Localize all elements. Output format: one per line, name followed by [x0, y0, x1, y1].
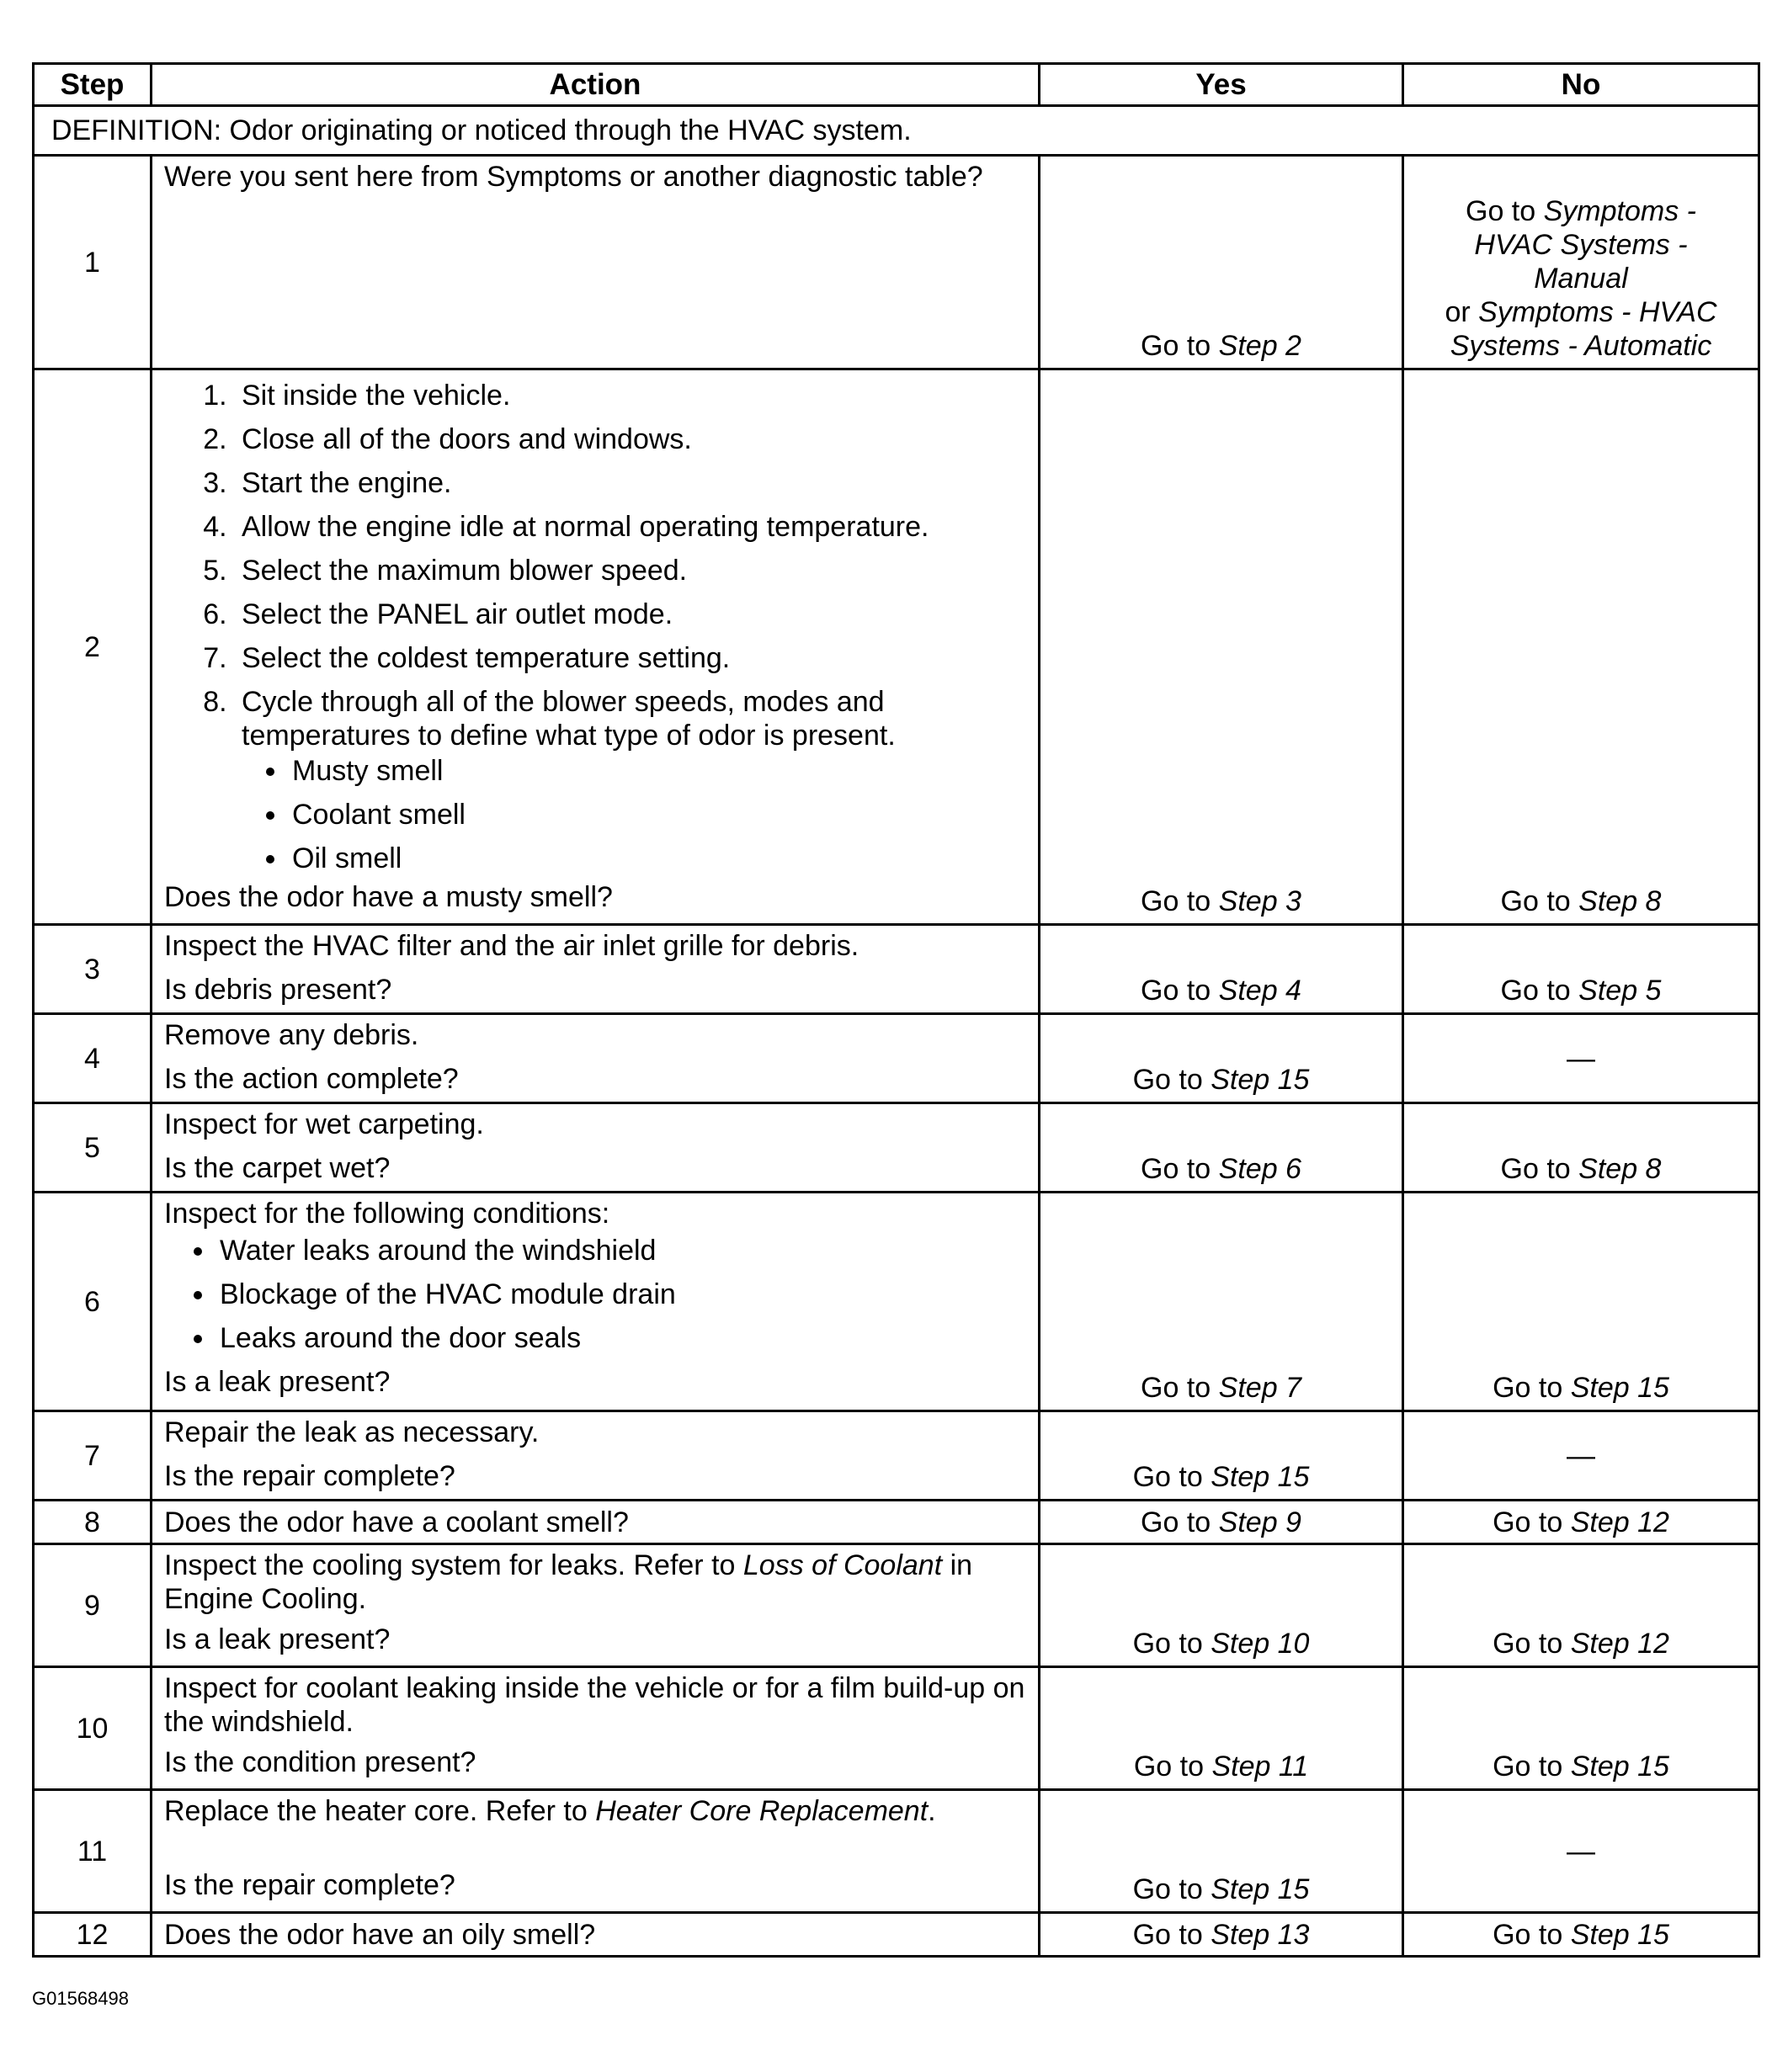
action-cell: [152, 369, 1040, 925]
go-to-label: Go to: [1466, 195, 1536, 227]
action-text: [164, 1549, 1026, 1616]
go-to-label: Go to: [1500, 885, 1571, 917]
go-to-label: Go to: [1141, 1372, 1211, 1404]
no-cell: [1403, 1667, 1759, 1790]
header-action: Action: [152, 64, 1040, 106]
no-cell-dash: —: [1403, 1411, 1759, 1501]
list-item: [235, 685, 1026, 875]
yes-step-link[interactable]: Step 7: [1218, 1372, 1301, 1404]
no-cell: [1403, 1913, 1759, 1957]
yes-cell: [1040, 1014, 1403, 1103]
no-step-link[interactable]: Step 8: [1578, 885, 1662, 917]
yes-step-link[interactable]: Step 13: [1211, 1918, 1310, 1951]
go-to-label: Go to: [1493, 1751, 1563, 1782]
no-cell-dash: —: [1403, 1790, 1759, 1913]
bullet-item: • Blockage of the HVAC module drain: [216, 1278, 1026, 1311]
header-step: Step: [34, 64, 152, 106]
action-list: [164, 379, 1026, 875]
no-step-link[interactable]: Step 15: [1570, 1918, 1669, 1951]
action-text: Inspect for wet carpeting.: [164, 1108, 484, 1140]
go-to-label: Go to: [1493, 1918, 1563, 1951]
action-text: Repair the leak as necessary.: [164, 1416, 540, 1448]
question-text: Is the repair complete?: [164, 1869, 455, 1901]
yes-step-link[interactable]: Step 15: [1211, 1064, 1310, 1096]
step-number: 9: [34, 1544, 152, 1667]
no-cell: [1403, 925, 1759, 1014]
action-text-pre: Replace the heater core. Refer to: [164, 1795, 588, 1827]
bullet-item: • Leaks around the door seals: [216, 1321, 1026, 1355]
table-row: [34, 369, 1759, 925]
question-text: Is a leak present?: [164, 1366, 391, 1398]
list-item: 3. Start the engine.: [235, 466, 1026, 500]
table-row: [34, 1501, 1759, 1544]
question-text: Is the repair complete?: [164, 1460, 455, 1492]
question-text: Is the condition present?: [164, 1746, 476, 1778]
action-cell: [152, 1913, 1040, 1957]
go-to-label: Go to: [1141, 975, 1211, 1007]
yes-cell: [1040, 1667, 1403, 1790]
question-text: Is debris present?: [164, 974, 392, 1006]
yes-cell: [1040, 1411, 1403, 1501]
yes-cell: [1040, 1193, 1403, 1411]
action-text-post: in Engine Cooling.: [164, 1549, 973, 1615]
header-no: No: [1403, 64, 1759, 106]
figure-id: G01568498: [32, 1988, 129, 2009]
table-row: [34, 1103, 1759, 1193]
no-step-link[interactable]: Step 15: [1570, 1372, 1669, 1404]
table-row: [34, 1790, 1759, 1913]
diagnostic-table-sheet: [32, 62, 1758, 1958]
step-number: 7: [34, 1411, 152, 1501]
no-cell: [1403, 1501, 1759, 1544]
loss-of-coolant-link[interactable]: Loss of Coolant: [742, 1549, 943, 1581]
go-to-label: Go to: [1493, 1372, 1563, 1404]
yes-cell: [1040, 1544, 1403, 1667]
step-number: 2: [34, 369, 152, 925]
no-cell: [1403, 1193, 1759, 1411]
no-ref-link[interactable]: HVAC Systems -: [1474, 229, 1688, 261]
table-row: [34, 156, 1759, 369]
go-to-label: Go to: [1132, 1628, 1203, 1660]
go-to-label: Go to: [1493, 1506, 1563, 1538]
action-text: Inspect for the following conditions:: [164, 1198, 610, 1230]
list-item: 6. Select the PANEL air outlet mode.: [235, 598, 1026, 631]
yes-step-link[interactable]: Step 11: [1211, 1751, 1309, 1782]
header-row: [34, 64, 1759, 106]
yes-step-link[interactable]: Step 2: [1218, 330, 1301, 362]
yes-cell: [1040, 1790, 1403, 1913]
table-row: [34, 1544, 1759, 1667]
yes-cell: [1040, 925, 1403, 1014]
no-step-link[interactable]: Step 8: [1578, 1153, 1662, 1185]
yes-step-link[interactable]: Step 4: [1218, 975, 1301, 1007]
yes-step-link[interactable]: Step 3: [1218, 885, 1301, 917]
diagnostic-table: [32, 62, 1760, 1958]
question-text: Does the odor have a musty smell?: [164, 881, 613, 913]
list-item: 1. Sit inside the vehicle.: [235, 379, 1026, 412]
action-text: Remove any debris.: [164, 1019, 419, 1051]
step-number: 3: [34, 925, 152, 1014]
yes-cell: [1040, 1103, 1403, 1193]
or-label: or: [1445, 296, 1471, 328]
no-step-link[interactable]: Step 5: [1578, 975, 1662, 1007]
go-to-label: Go to: [1133, 1751, 1205, 1782]
no-cell: [1403, 1544, 1759, 1667]
step-number: 12: [34, 1913, 152, 1957]
go-to-label: Go to: [1500, 1153, 1571, 1185]
go-to-label: Go to: [1141, 1506, 1211, 1538]
action-cell: [152, 156, 1040, 369]
yes-step-link[interactable]: Step 15: [1211, 1461, 1310, 1493]
step-number: 10: [34, 1667, 152, 1790]
go-to-label: Go to: [1500, 975, 1571, 1007]
go-to-label: Go to: [1141, 1153, 1211, 1185]
go-to-label: Go to: [1141, 885, 1211, 917]
yes-cell: [1040, 1501, 1403, 1544]
action-text: Inspect the HVAC filter and the air inlet grille for debris.: [164, 930, 859, 962]
no-ref-link[interactable]: Manual: [1534, 263, 1628, 295]
no-ref-link[interactable]: Systems - Automatic: [1450, 330, 1712, 362]
yes-step-link[interactable]: Step 15: [1211, 1873, 1310, 1905]
no-cell: [1403, 369, 1759, 925]
yes-step-link[interactable]: Step 10: [1211, 1628, 1310, 1660]
question-text: Is a leak present?: [164, 1623, 391, 1655]
action-text: [164, 1794, 1026, 1828]
action-cell: [152, 1103, 1040, 1193]
bullet-item: • Musty smell: [289, 754, 1026, 788]
action-cell: [152, 1501, 1040, 1544]
no-step-link[interactable]: Step 12: [1570, 1628, 1669, 1660]
list-item-text: Cycle through all of the blower speeds, modes and temperatures to define what type of odor is present.: [242, 686, 896, 752]
yes-cell: [1040, 1913, 1403, 1957]
no-ref-link[interactable]: Symptoms -: [1543, 195, 1696, 227]
step-number: 11: [34, 1790, 152, 1913]
list-item: 7. Select the coldest temperature setting.: [235, 641, 1026, 675]
list-item: 4. Allow the engine idle at normal operating temperature.: [235, 510, 1026, 544]
action-text-pre: Inspect the cooling system for leaks. Refer to: [164, 1549, 736, 1581]
bullet-item: • Water leaks around the windshield: [216, 1234, 1026, 1267]
question-text: Does the odor have a coolant smell?: [164, 1506, 629, 1538]
step-number: 1: [34, 156, 152, 369]
action-cell: [152, 1544, 1040, 1667]
go-to-label: Go to: [1132, 1064, 1203, 1096]
no-ref-link[interactable]: Symptoms - HVAC: [1478, 296, 1717, 328]
condition-bullet-list: [164, 1234, 1026, 1355]
table-row: [34, 1667, 1759, 1790]
yes-step-link[interactable]: Step 9: [1218, 1506, 1301, 1538]
step-number: 5: [34, 1103, 152, 1193]
definition-row: [34, 106, 1759, 156]
question-text: Is the action complete?: [164, 1063, 459, 1095]
bullet-item: • Oil smell: [289, 842, 1026, 875]
go-to-label: Go to: [1132, 1873, 1203, 1905]
question-text: Does the odor have an oily smell?: [164, 1918, 596, 1951]
definition-text: DEFINITION: Odor originating or noticed through the HVAC system.: [34, 106, 1759, 156]
step-number: 8: [34, 1501, 152, 1544]
no-step-link[interactable]: Step 15: [1570, 1751, 1669, 1782]
step-number: 6: [34, 1193, 152, 1411]
action-cell: [152, 1014, 1040, 1103]
action-cell: [152, 925, 1040, 1014]
yes-step-link[interactable]: Step 6: [1218, 1153, 1301, 1185]
action-cell: [152, 1667, 1040, 1790]
action-cell: [152, 1790, 1040, 1913]
table-row: [34, 1411, 1759, 1501]
action-text-post: .: [928, 1795, 936, 1827]
go-to-label: Go to: [1132, 1918, 1203, 1951]
yes-cell: [1040, 369, 1403, 925]
list-item: 2. Close all of the doors and windows.: [235, 422, 1026, 456]
yes-cell: [1040, 156, 1403, 369]
odor-bullet-list: [242, 754, 1026, 875]
no-cell: [1403, 156, 1759, 369]
list-item: 5. Select the maximum blower speed.: [235, 554, 1026, 587]
go-to-label: Go to: [1141, 330, 1211, 362]
table-row: [34, 1913, 1759, 1957]
question-text: Were you sent here from Symptoms or another diagnostic table?: [164, 161, 983, 193]
step-number: 4: [34, 1014, 152, 1103]
table-row: [34, 1193, 1759, 1411]
action-cell: [152, 1411, 1040, 1501]
action-cell: [152, 1193, 1040, 1411]
go-to-label: Go to: [1132, 1461, 1203, 1493]
header-yes: Yes: [1040, 64, 1403, 106]
no-cell-dash: —: [1403, 1014, 1759, 1103]
go-to-label: Go to: [1493, 1628, 1563, 1660]
no-step-link[interactable]: Step 12: [1570, 1506, 1669, 1538]
heater-core-replacement-link[interactable]: Heater Core Replacement: [595, 1795, 929, 1827]
table-row: [34, 1014, 1759, 1103]
question-text: Is the carpet wet?: [164, 1152, 391, 1184]
bullet-item: • Coolant smell: [289, 798, 1026, 831]
action-text: Inspect for coolant leaking inside the vehicle or for a film build-up on the windshield.: [164, 1672, 1025, 1738]
table-row: [34, 925, 1759, 1014]
no-cell: [1403, 1103, 1759, 1193]
